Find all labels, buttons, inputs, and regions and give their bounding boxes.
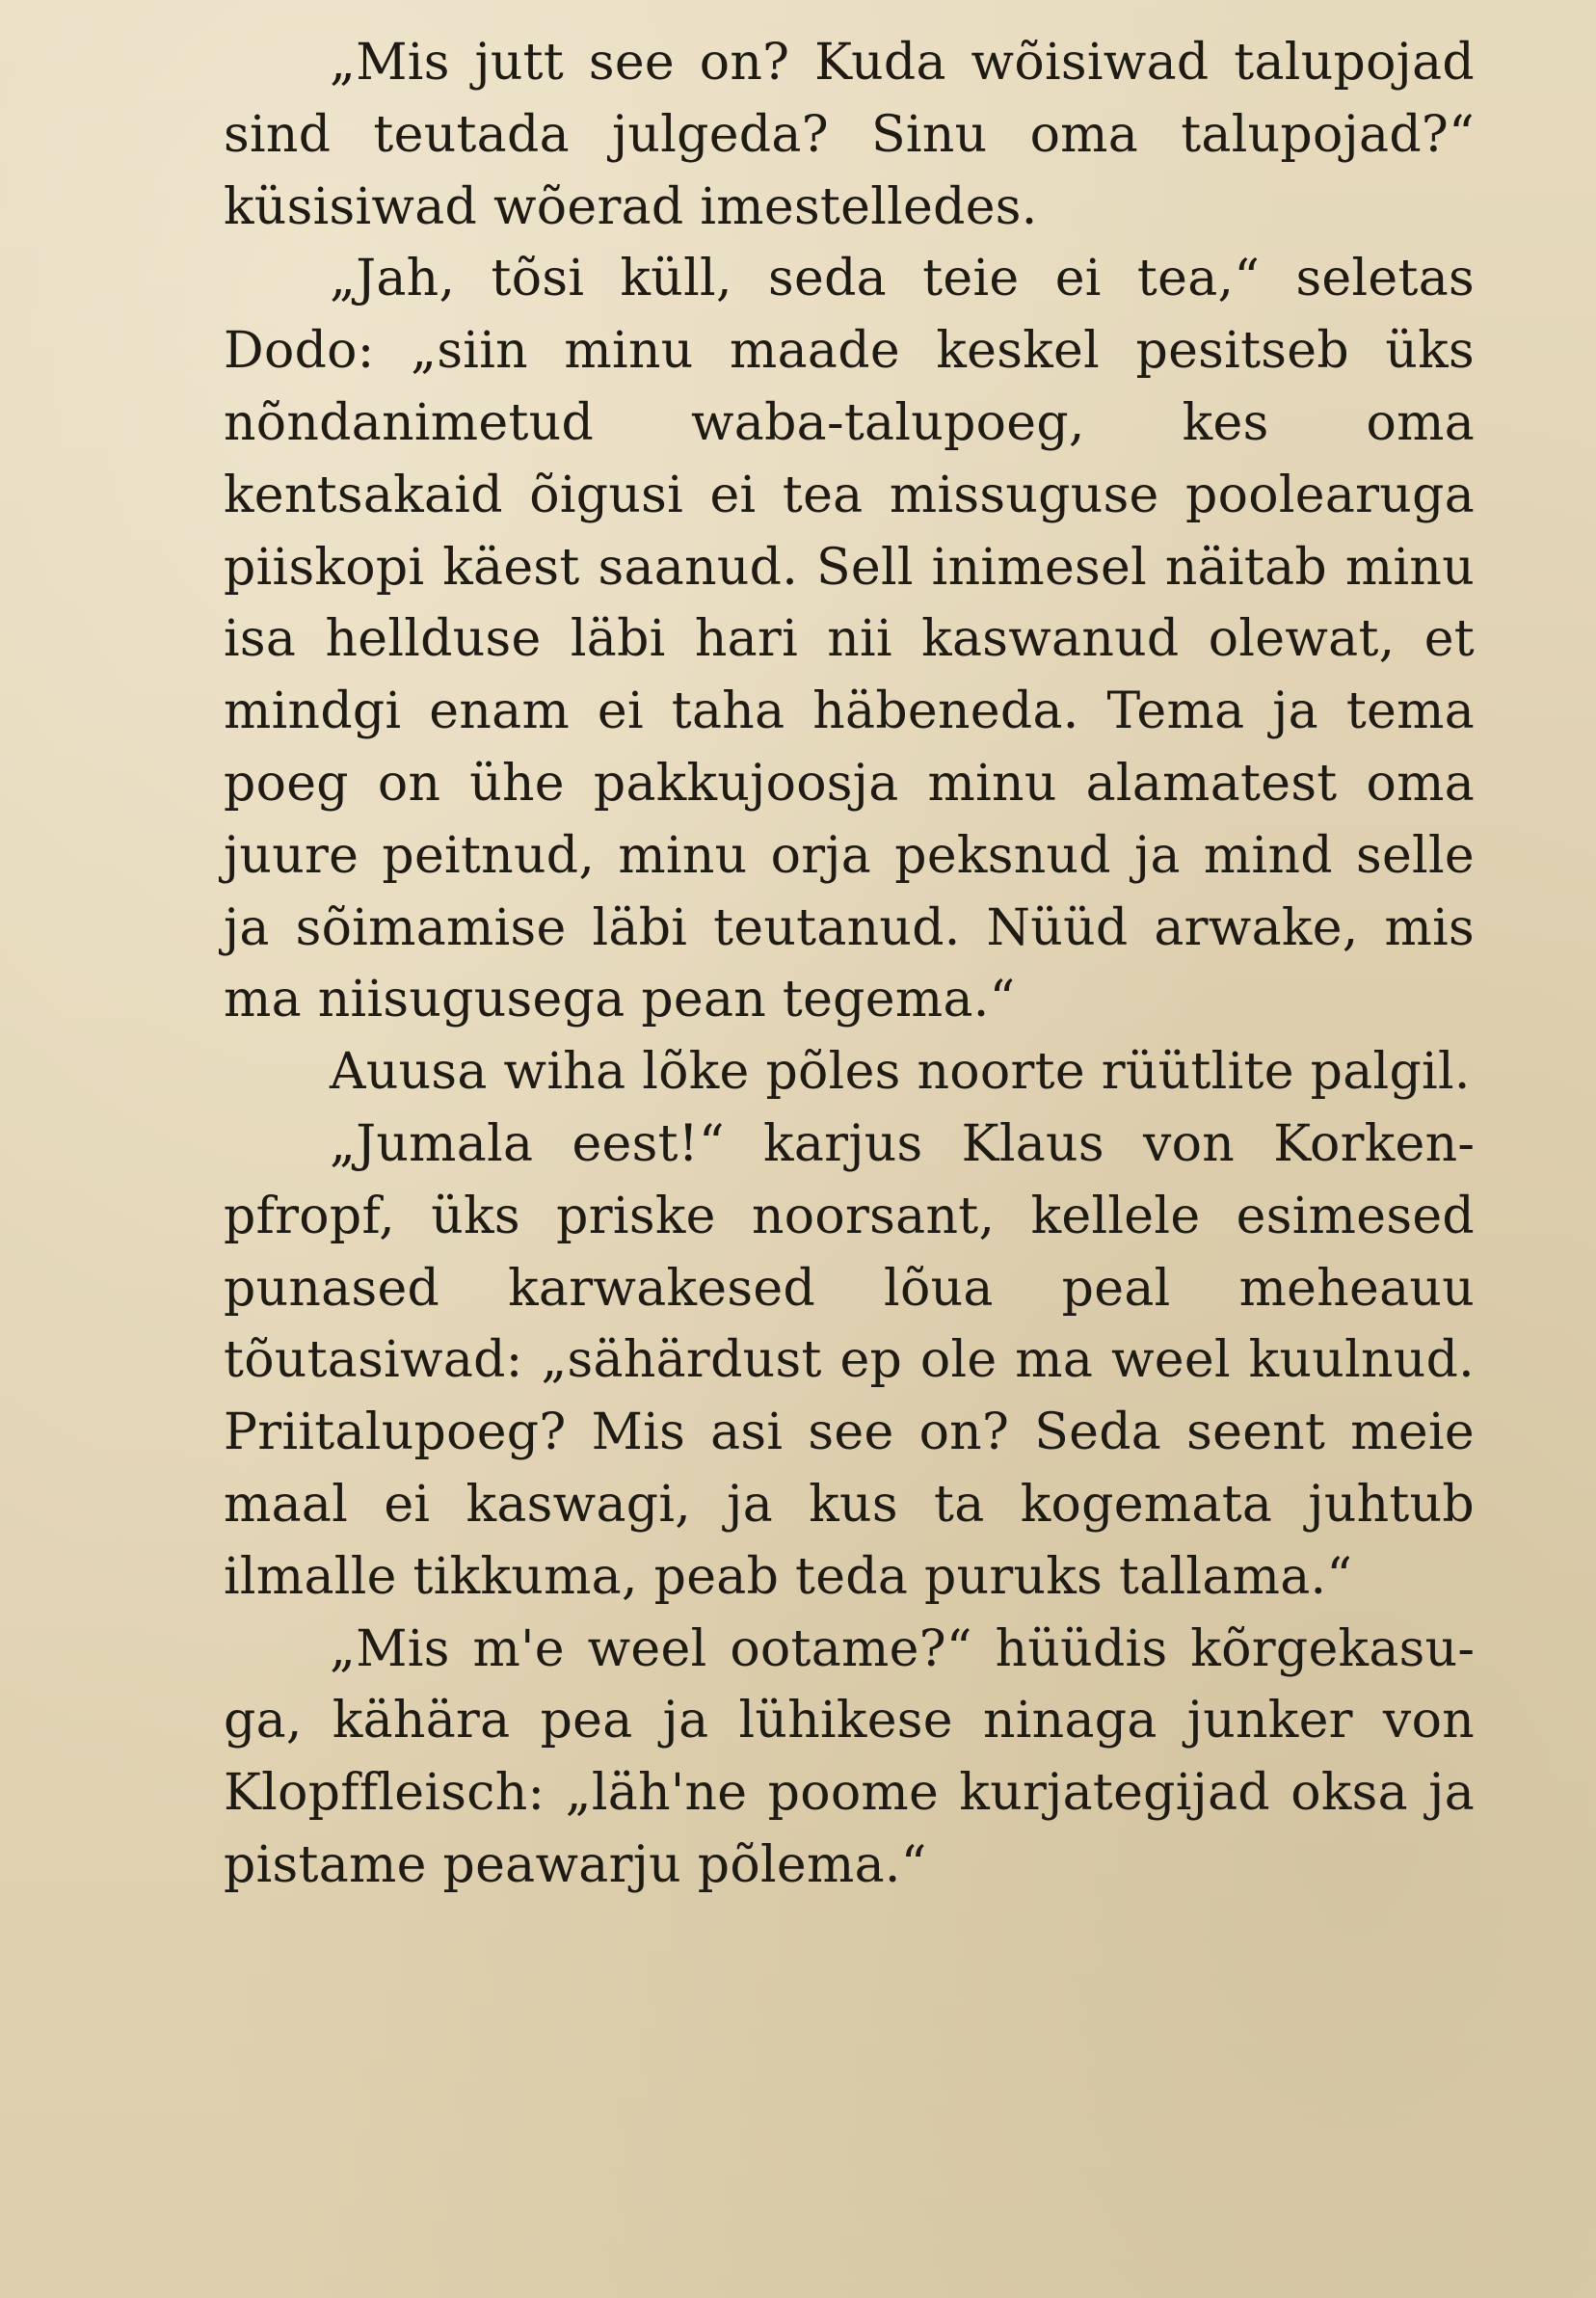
paragraph-1: „Mis jutt see on? Kuda wõisiwad talupojad sind teutada julgeda? Sinu oma talupojad?“ küsisiwad wõerad imestelledes. [224,34,1475,236]
paragraph-3: Auusa wiha lõke põles noorte rüütlite palgil. [330,1043,1471,1102]
page-text [224,27,1475,1902]
paragraph-5: „Mis m'e weel ootame?“ hüüdis kõrgekasuga, kähära pea ja lühikese ninaga junker von Klopffleisch: „läh'ne poome kurjategijad oksa ja pistame peawarju põlema.“ [224,1619,1475,1894]
paragraph-2: „Jah, tõsi küll, seda teie ei tea,“ seletas Dodo: „siin minu maade keskel pesitseb üks nõndanimetud waba-talupoeg, kes oma kentsakaid õigusi ei tea missuguse poolearuga piiskopi käest saanud. Sell inimesel näitab minu isa hellduse läbi hari nii kaswanud olewat, et mindgi enam ei taha häbeneda. Tema ja tema poeg on ühe pakkujoosja minu alamatest oma juure peitnud, minu orja peksnud ja mind selle ja sõimamise läbi teutanud. Nüüd arwake, mis ma niisugusega pean tegema.“ [224,250,1475,1029]
paragraph-4: „Jumala eest!“ karjus Klaus von Korkenpfropf, üks priske noorsant, kellele esimesed punased karwakesed lõua peal meheauu tõutasiwad: „sähärdust ep ole ma weel kuulnud. Priitalupoeg? Mis asi see on? Seda seent meie maal ei kaswagi, ja kus ta kogemata juhtub ilmalle tikkuma, peab teda puruks tallama.“ [224,1114,1475,1606]
